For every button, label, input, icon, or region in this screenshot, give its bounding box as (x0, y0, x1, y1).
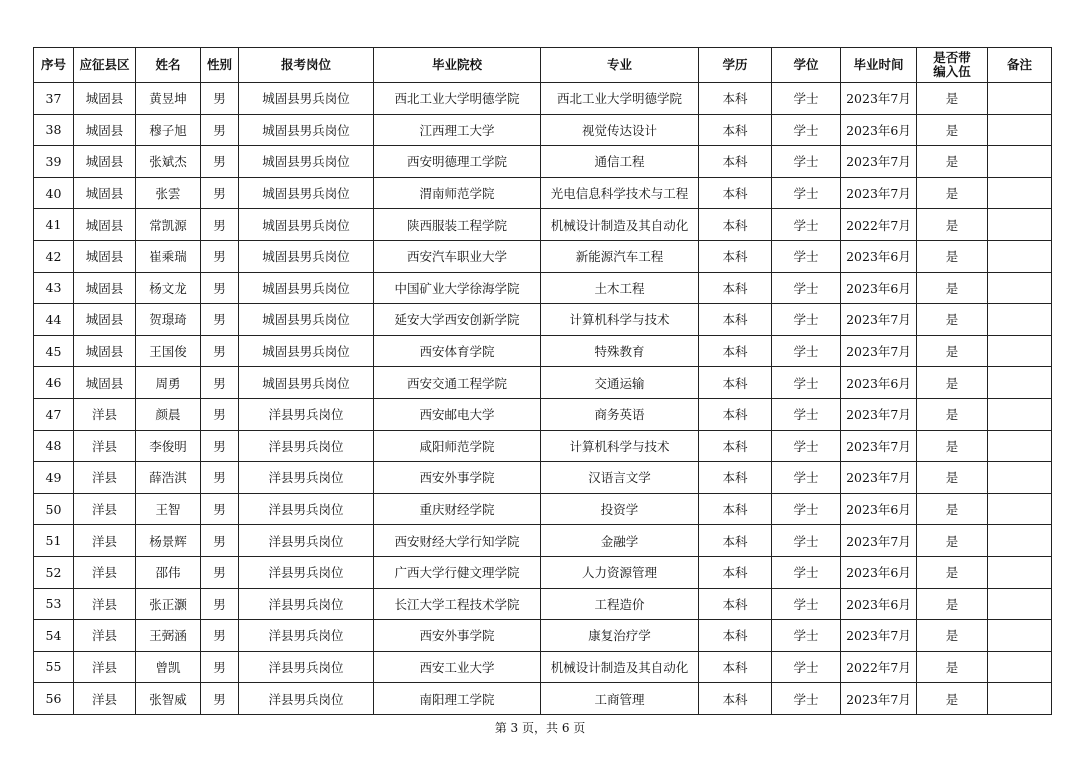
cell-county: 城固县 (74, 83, 136, 115)
cell-remarks (988, 462, 1052, 494)
cell-education: 本科 (699, 209, 772, 241)
cell-position: 洋县男兵岗位 (239, 525, 374, 557)
cell-degree: 学士 (772, 209, 841, 241)
header-grad-time: 毕业时间 (841, 48, 917, 83)
cell-major: 金融学 (541, 525, 699, 557)
cell-with-post: 是 (917, 651, 988, 683)
cell-position: 洋县男兵岗位 (239, 588, 374, 620)
cell-gender: 男 (201, 430, 239, 462)
cell-county: 洋县 (74, 430, 136, 462)
header-education: 学历 (699, 48, 772, 83)
cell-gender: 男 (201, 493, 239, 525)
cell-gender: 男 (201, 209, 239, 241)
cell-major: 特殊教育 (541, 335, 699, 367)
cell-gender: 男 (201, 556, 239, 588)
cell-seq: 51 (34, 525, 74, 557)
cell-gender: 男 (201, 398, 239, 430)
cell-education: 本科 (699, 367, 772, 399)
cell-major: 西北工业大学明德学院 (541, 83, 699, 115)
cell-remarks (988, 493, 1052, 525)
cell-grad-time: 2022年7月 (841, 651, 917, 683)
header-school: 毕业院校 (374, 48, 541, 83)
cell-remarks (988, 114, 1052, 146)
cell-grad-time: 2023年7月 (841, 83, 917, 115)
cell-major: 计算机科学与技术 (541, 304, 699, 336)
cell-school: 陕西服装工程学院 (374, 209, 541, 241)
cell-position: 城固县男兵岗位 (239, 83, 374, 115)
cell-grad-time: 2023年6月 (841, 240, 917, 272)
cell-school: 西安汽车职业大学 (374, 240, 541, 272)
cell-grad-time: 2023年6月 (841, 493, 917, 525)
cell-with-post: 是 (917, 240, 988, 272)
cell-name: 薛浩淇 (136, 462, 201, 494)
cell-major: 光电信息科学技术与工程 (541, 177, 699, 209)
cell-degree: 学士 (772, 525, 841, 557)
cell-name: 黄昱坤 (136, 83, 201, 115)
cell-gender: 男 (201, 651, 239, 683)
cell-remarks (988, 335, 1052, 367)
cell-major: 新能源汽车工程 (541, 240, 699, 272)
cell-education: 本科 (699, 114, 772, 146)
cell-school: 西安工业大学 (374, 651, 541, 683)
cell-county: 城固县 (74, 335, 136, 367)
cell-remarks (988, 272, 1052, 304)
header-degree: 学位 (772, 48, 841, 83)
cell-seq: 50 (34, 493, 74, 525)
cell-gender: 男 (201, 240, 239, 272)
cell-county: 城固县 (74, 272, 136, 304)
cell-grad-time: 2023年7月 (841, 177, 917, 209)
cell-position: 城固县男兵岗位 (239, 240, 374, 272)
cell-position: 洋县男兵岗位 (239, 398, 374, 430)
cell-education: 本科 (699, 398, 772, 430)
cell-name: 王智 (136, 493, 201, 525)
cell-position: 洋县男兵岗位 (239, 620, 374, 652)
header-position: 报考岗位 (239, 48, 374, 83)
cell-county: 洋县 (74, 493, 136, 525)
cell-name: 张正灏 (136, 588, 201, 620)
cell-school: 渭南师范学院 (374, 177, 541, 209)
cell-grad-time: 2023年7月 (841, 146, 917, 178)
cell-education: 本科 (699, 177, 772, 209)
cell-school: 长江大学工程技术学院 (374, 588, 541, 620)
cell-degree: 学士 (772, 83, 841, 115)
cell-major: 视觉传达设计 (541, 114, 699, 146)
cell-school: 中国矿业大学徐海学院 (374, 272, 541, 304)
cell-school: 重庆财经学院 (374, 493, 541, 525)
cell-with-post: 是 (917, 430, 988, 462)
cell-school: 西安体育学院 (374, 335, 541, 367)
cell-remarks (988, 367, 1052, 399)
cell-remarks (988, 651, 1052, 683)
cell-county: 洋县 (74, 651, 136, 683)
cell-grad-time: 2022年7月 (841, 209, 917, 241)
cell-seq: 39 (34, 146, 74, 178)
cell-degree: 学士 (772, 146, 841, 178)
cell-major: 机械设计制造及其自动化 (541, 651, 699, 683)
header-row (34, 48, 1052, 83)
cell-degree: 学士 (772, 114, 841, 146)
cell-school: 西安财经大学行知学院 (374, 525, 541, 557)
cell-major: 机械设计制造及其自动化 (541, 209, 699, 241)
cell-position: 洋县男兵岗位 (239, 493, 374, 525)
cell-remarks (988, 177, 1052, 209)
cell-major: 工程造价 (541, 588, 699, 620)
cell-education: 本科 (699, 83, 772, 115)
cell-remarks (988, 146, 1052, 178)
cell-education: 本科 (699, 146, 772, 178)
cell-school: 江西理工大学 (374, 114, 541, 146)
cell-degree: 学士 (772, 304, 841, 336)
cell-with-post: 是 (917, 588, 988, 620)
cell-with-post: 是 (917, 367, 988, 399)
cell-degree: 学士 (772, 177, 841, 209)
cell-gender: 男 (201, 177, 239, 209)
cell-position: 城固县男兵岗位 (239, 335, 374, 367)
table-row (34, 683, 1052, 715)
cell-seq: 47 (34, 398, 74, 430)
cell-county: 洋县 (74, 588, 136, 620)
cell-remarks (988, 83, 1052, 115)
header-name: 姓名 (136, 48, 201, 83)
cell-degree: 学士 (772, 398, 841, 430)
cell-gender: 男 (201, 304, 239, 336)
cell-name: 常凯源 (136, 209, 201, 241)
cell-position: 城固县男兵岗位 (239, 146, 374, 178)
cell-position: 城固县男兵岗位 (239, 114, 374, 146)
table-row (34, 588, 1052, 620)
cell-remarks (988, 209, 1052, 241)
cell-education: 本科 (699, 304, 772, 336)
cell-county: 城固县 (74, 304, 136, 336)
cell-seq: 53 (34, 588, 74, 620)
cell-school: 西安外事学院 (374, 620, 541, 652)
table-row (34, 430, 1052, 462)
cell-position: 城固县男兵岗位 (239, 209, 374, 241)
cell-county: 城固县 (74, 146, 136, 178)
cell-position: 洋县男兵岗位 (239, 430, 374, 462)
cell-major: 康复治疗学 (541, 620, 699, 652)
cell-major: 商务英语 (541, 398, 699, 430)
cell-seq: 40 (34, 177, 74, 209)
cell-grad-time: 2023年7月 (841, 683, 917, 715)
cell-seq: 43 (34, 272, 74, 304)
cell-with-post: 是 (917, 683, 988, 715)
cell-seq: 46 (34, 367, 74, 399)
cell-degree: 学士 (772, 493, 841, 525)
cell-grad-time: 2023年7月 (841, 620, 917, 652)
cell-name: 贺璟琦 (136, 304, 201, 336)
cell-name: 曾凯 (136, 651, 201, 683)
cell-name: 王国俊 (136, 335, 201, 367)
cell-county: 城固县 (74, 114, 136, 146)
cell-grad-time: 2023年7月 (841, 398, 917, 430)
cell-education: 本科 (699, 556, 772, 588)
cell-seq: 49 (34, 462, 74, 494)
page-footer: 第 3 页，共 6 页 (494, 721, 586, 735)
cell-seq: 37 (34, 83, 74, 115)
table-row (34, 493, 1052, 525)
cell-gender: 男 (201, 83, 239, 115)
cell-county: 洋县 (74, 462, 136, 494)
header-seq: 序号 (34, 48, 74, 83)
table-row (34, 240, 1052, 272)
cell-degree: 学士 (772, 272, 841, 304)
cell-major: 工商管理 (541, 683, 699, 715)
cell-remarks (988, 556, 1052, 588)
cell-remarks (988, 620, 1052, 652)
cell-name: 张智威 (136, 683, 201, 715)
cell-education: 本科 (699, 240, 772, 272)
cell-county: 城固县 (74, 209, 136, 241)
recruit-table (33, 47, 1052, 715)
cell-gender: 男 (201, 367, 239, 399)
cell-with-post: 是 (917, 146, 988, 178)
cell-school: 西北工业大学明德学院 (374, 83, 541, 115)
cell-position: 洋县男兵岗位 (239, 651, 374, 683)
cell-degree: 学士 (772, 620, 841, 652)
cell-name: 张雲 (136, 177, 201, 209)
cell-education: 本科 (699, 651, 772, 683)
cell-gender: 男 (201, 588, 239, 620)
cell-seq: 41 (34, 209, 74, 241)
cell-major: 投资学 (541, 493, 699, 525)
table-row (34, 304, 1052, 336)
cell-seq: 56 (34, 683, 74, 715)
cell-name: 周勇 (136, 367, 201, 399)
cell-county: 城固县 (74, 177, 136, 209)
cell-grad-time: 2023年7月 (841, 462, 917, 494)
cell-county: 洋县 (74, 525, 136, 557)
table-row (34, 272, 1052, 304)
cell-education: 本科 (699, 430, 772, 462)
cell-with-post: 是 (917, 304, 988, 336)
cell-degree: 学士 (772, 240, 841, 272)
cell-gender: 男 (201, 462, 239, 494)
table-row (34, 620, 1052, 652)
cell-seq: 38 (34, 114, 74, 146)
cell-grad-time: 2023年6月 (841, 272, 917, 304)
cell-school: 西安交通工程学院 (374, 367, 541, 399)
cell-grad-time: 2023年6月 (841, 556, 917, 588)
cell-seq: 42 (34, 240, 74, 272)
cell-seq: 52 (34, 556, 74, 588)
cell-grad-time: 2023年6月 (841, 588, 917, 620)
cell-degree: 学士 (772, 683, 841, 715)
cell-with-post: 是 (917, 177, 988, 209)
table-body (34, 83, 1052, 715)
table-row (34, 651, 1052, 683)
cell-school: 西安外事学院 (374, 462, 541, 494)
cell-position: 城固县男兵岗位 (239, 367, 374, 399)
cell-name: 崔乘瑞 (136, 240, 201, 272)
table-row (34, 556, 1052, 588)
cell-position: 城固县男兵岗位 (239, 304, 374, 336)
cell-position: 城固县男兵岗位 (239, 177, 374, 209)
cell-gender: 男 (201, 525, 239, 557)
cell-county: 洋县 (74, 620, 136, 652)
cell-county: 城固县 (74, 367, 136, 399)
cell-position: 洋县男兵岗位 (239, 462, 374, 494)
cell-education: 本科 (699, 588, 772, 620)
recruit-list-sheet (33, 47, 1051, 715)
cell-school: 南阳理工学院 (374, 683, 541, 715)
cell-grad-time: 2023年7月 (841, 525, 917, 557)
cell-with-post: 是 (917, 398, 988, 430)
header-with-post: 是否带编入伍 (917, 48, 988, 83)
cell-major: 计算机科学与技术 (541, 430, 699, 462)
cell-school: 咸阳师范学院 (374, 430, 541, 462)
cell-seq: 54 (34, 620, 74, 652)
cell-degree: 学士 (772, 335, 841, 367)
table-row (34, 177, 1052, 209)
table-row (34, 114, 1052, 146)
cell-with-post: 是 (917, 335, 988, 367)
cell-education: 本科 (699, 335, 772, 367)
cell-with-post: 是 (917, 493, 988, 525)
cell-remarks (988, 683, 1052, 715)
table-row (34, 146, 1052, 178)
cell-name: 王弼涵 (136, 620, 201, 652)
table-row (34, 335, 1052, 367)
header-major: 专业 (541, 48, 699, 83)
cell-gender: 男 (201, 683, 239, 715)
cell-education: 本科 (699, 525, 772, 557)
table-row (34, 525, 1052, 557)
cell-major: 通信工程 (541, 146, 699, 178)
cell-seq: 44 (34, 304, 74, 336)
cell-education: 本科 (699, 272, 772, 304)
header-remarks: 备注 (988, 48, 1052, 83)
cell-grad-time: 2023年6月 (841, 114, 917, 146)
cell-grad-time: 2023年7月 (841, 430, 917, 462)
cell-seq: 45 (34, 335, 74, 367)
cell-degree: 学士 (772, 367, 841, 399)
table-row (34, 83, 1052, 115)
table-row (34, 209, 1052, 241)
cell-name: 穆子旭 (136, 114, 201, 146)
table-row (34, 398, 1052, 430)
cell-degree: 学士 (772, 430, 841, 462)
cell-gender: 男 (201, 114, 239, 146)
cell-grad-time: 2023年6月 (841, 367, 917, 399)
cell-with-post: 是 (917, 83, 988, 115)
table-row (34, 367, 1052, 399)
cell-major: 人力资源管理 (541, 556, 699, 588)
cell-school: 西安邮电大学 (374, 398, 541, 430)
cell-position: 洋县男兵岗位 (239, 683, 374, 715)
cell-remarks (988, 398, 1052, 430)
cell-remarks (988, 525, 1052, 557)
header-gender: 性别 (201, 48, 239, 83)
cell-education: 本科 (699, 620, 772, 652)
cell-name: 张斌杰 (136, 146, 201, 178)
cell-degree: 学士 (772, 588, 841, 620)
cell-with-post: 是 (917, 462, 988, 494)
cell-with-post: 是 (917, 209, 988, 241)
cell-education: 本科 (699, 462, 772, 494)
cell-remarks (988, 240, 1052, 272)
cell-education: 本科 (699, 683, 772, 715)
cell-position: 城固县男兵岗位 (239, 272, 374, 304)
cell-county: 洋县 (74, 556, 136, 588)
cell-degree: 学士 (772, 462, 841, 494)
cell-school: 延安大学西安创新学院 (374, 304, 541, 336)
cell-major: 交通运输 (541, 367, 699, 399)
cell-seq: 55 (34, 651, 74, 683)
cell-remarks (988, 588, 1052, 620)
cell-with-post: 是 (917, 620, 988, 652)
cell-school: 西安明德理工学院 (374, 146, 541, 178)
cell-major: 汉语言文学 (541, 462, 699, 494)
cell-position: 洋县男兵岗位 (239, 556, 374, 588)
cell-county: 城固县 (74, 240, 136, 272)
cell-degree: 学士 (772, 651, 841, 683)
cell-remarks (988, 430, 1052, 462)
cell-gender: 男 (201, 620, 239, 652)
cell-major: 土木工程 (541, 272, 699, 304)
cell-with-post: 是 (917, 114, 988, 146)
cell-gender: 男 (201, 335, 239, 367)
cell-seq: 48 (34, 430, 74, 462)
cell-gender: 男 (201, 272, 239, 304)
cell-gender: 男 (201, 146, 239, 178)
cell-remarks (988, 304, 1052, 336)
cell-with-post: 是 (917, 556, 988, 588)
cell-with-post: 是 (917, 272, 988, 304)
cell-grad-time: 2023年7月 (841, 304, 917, 336)
cell-degree: 学士 (772, 556, 841, 588)
cell-education: 本科 (699, 493, 772, 525)
cell-county: 洋县 (74, 683, 136, 715)
cell-name: 邵伟 (136, 556, 201, 588)
header-county: 应征县区 (74, 48, 136, 83)
cell-county: 洋县 (74, 398, 136, 430)
cell-name: 杨文龙 (136, 272, 201, 304)
cell-school: 广西大学行健文理学院 (374, 556, 541, 588)
cell-grad-time: 2023年7月 (841, 335, 917, 367)
table-row (34, 462, 1052, 494)
cell-name: 杨景辉 (136, 525, 201, 557)
cell-name: 颜晨 (136, 398, 201, 430)
cell-name: 李俊明 (136, 430, 201, 462)
cell-with-post: 是 (917, 525, 988, 557)
